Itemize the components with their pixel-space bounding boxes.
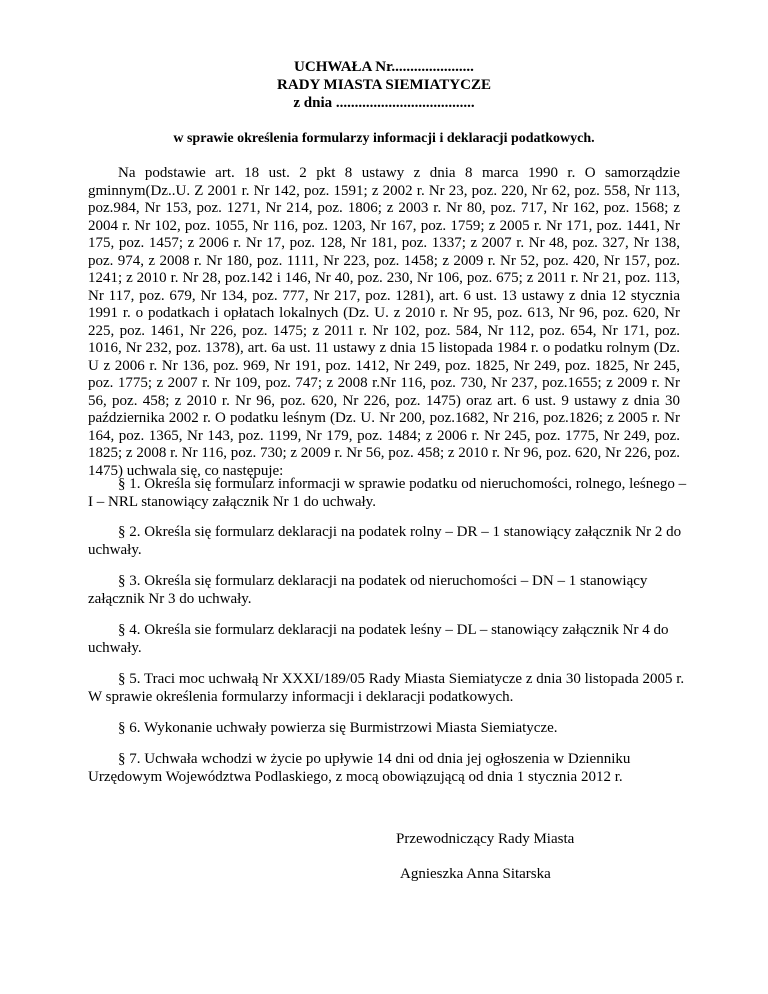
signatory-role: Przewodniczący Rady Miasta: [396, 831, 575, 847]
paragraph-5: § 5. Traci moc uchwałą Nr XXXI/189/05 Rady Miasta Siemiatycze z dnia 30 listopada 2005 r. W sprawie określenia formularzy informacji i deklaracji podatkowych.: [88, 671, 685, 705]
paragraph-6: § 6. Wykonanie uchwały powierza się Burmistrzowi Miasta Siemiatycze.: [118, 720, 558, 736]
resolution-date-heading: z dnia .....................................: [293, 95, 475, 111]
paragraph-2: § 2. Określa się formularz deklaracji na podatek rolny – DR – 1 stanowiący załącznik Nr 2 do uchwały.: [88, 524, 682, 558]
resolution-subject: w sprawie określenia formularzy informacji i deklaracji podatkowych.: [173, 131, 595, 146]
paragraph-3: § 3. Określa się formularz deklaracji na podatek od nieruchomości – DN – 1 stanowiący załącznik Nr 3 do uchwały.: [88, 573, 648, 607]
signatory-name: Agnieszka Anna Sitarska: [400, 866, 551, 882]
resolution-number-heading: UCHWAŁA Nr......................: [294, 59, 474, 75]
paragraph-7: § 7. Uchwała wchodzi w życie po upływie 14 dni od dnia jej ogłoszenia w Dzienniku Urzędowym Województwa Podlaskiego, z mocą obowiązującą od dnia 1 stycznia 2012 r.: [88, 751, 631, 785]
council-name-heading: RADY MIASTA SIEMIATYCZE: [277, 77, 491, 93]
paragraph-1: § 1. Określa się formularz informacji w sprawie podatku od nieruchomości, rolnego, leśnego – I – NRL stanowiący załącznik Nr 1 do uchwały.: [88, 476, 687, 510]
legal-basis-preamble: Na podstawie art. 18 ust. 2 pkt 8 ustawy z dnia 8 marca 1990 r. O samorządzie gminnym(Dz..U. Z 2001 r. Nr 142, poz. 1591; z 2002 r. Nr 23, poz. 220, Nr 62, poz. 558, Nr 113, poz.984, Nr 153, poz. 1271, Nr 214, poz. 1806; z 2003 r. Nr 80, poz. 717, Nr 162, poz. 1568; z 2004 r. Nr 102, poz. 1055, Nr 116, poz. 1203, Nr 167, poz. 1759; z 2005 r. Nr 171, poz. 1441, Nr 175, poz. 1457; z 2006 r. Nr 17, poz. 128, Nr 181, poz. 1337; z 2007 r. Nr 48, poz. 327, Nr 138, poz. 974, z 2008 r. Nr 180, poz. 1111, Nr 223, poz. 1458; z 2009 r. Nr 52, poz. 420, Nr 157, poz. 1241; z 2010 r. Nr 28, poz.142 i 146, Nr 40, poz. 230, Nr 106, poz. 675; z 2011 r. Nr 21, poz. 113, Nr 117, poz. 679, Nr 134, poz. 777, Nr 217, poz. 1281), art. 6 ust. 13 ustawy z dnia 12 stycznia 1991 r. o podatkach i opłatach lokalnych (Dz. U. z 2010 r. Nr 95, poz. 613, Nr 96, poz. 620, Nr 225, poz. 1461, Nr 226, poz. 1475; z 2011 r. Nr 102, poz. 584, Nr 112, poz. 654, Nr 171, poz. 1016, Nr 232, poz. 1378), art. 6a ust. 11 ustawy z dnia 15 listopada 1984 r. o podatku rolnym (Dz. U z 2006 r. Nr 136, poz. 969, Nr 191, poz. 1412, Nr 249, poz. 1825, Nr 249, poz. 1825, Nr 245, poz. 1775; z 2007 r. Nr 109, poz. 747; z 2008 r.Nr 116, poz. 730, Nr 237, poz.1655; z 2009 r. Nr 56, poz. 458; z 2010 r. Nr 96, poz. 620, Nr 226, poz. 1475) oraz art. 6 ust. 9 ustawy z dnia 30 października 2002 r. O podatku leśnym (Dz. U. Nr 200, poz.1682, Nr 216, poz.1826; z 2005 r. Nr 164, poz. 1365, Nr 143, poz. 1199, Nr 179, poz. 1484; z 2006 r. Nr 245, poz. 1775, Nr 249, poz. 1825; z 2008 r. Nr 116, poz. 730; z 2009 r. Nr 56, poz. 458; z 2010 r. Nr 96, poz. 620, Nr 226, poz. 1475) uchwala się, co następuje:: [88, 165, 680, 479]
paragraph-4: § 4. Określa sie formularz deklaracji na podatek leśny – DL – stanowiący załącznik Nr 4 do uchwały.: [88, 622, 669, 656]
